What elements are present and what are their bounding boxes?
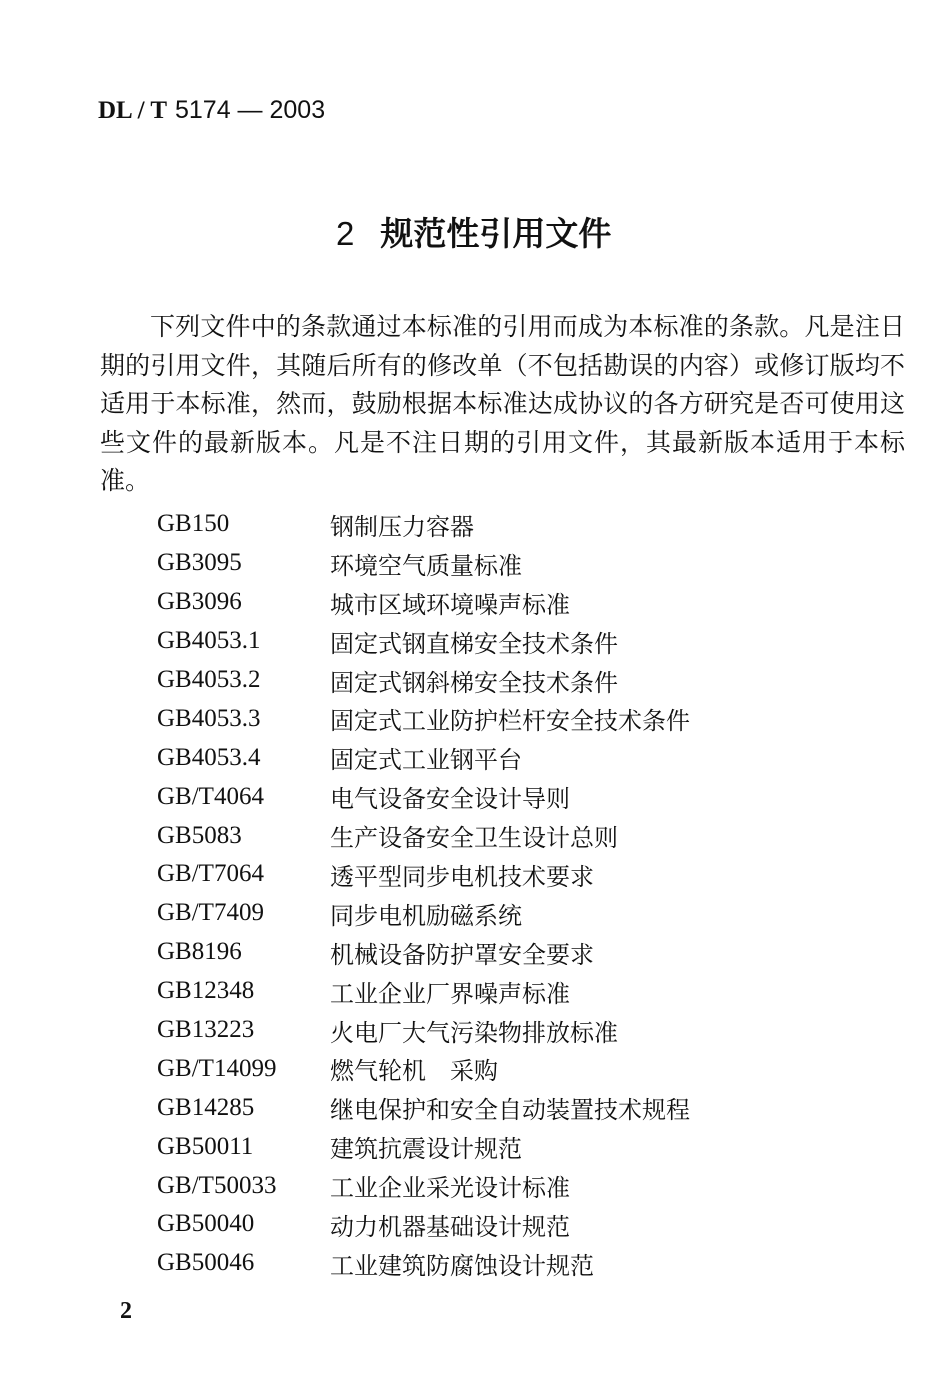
reference-item xyxy=(157,738,857,777)
reference-code: GB4053.3 xyxy=(157,704,261,732)
reference-item xyxy=(157,1127,857,1166)
reference-code: GB50040 xyxy=(157,1210,255,1238)
reference-code: GB3096 xyxy=(157,588,242,616)
reference-title: 固定式工业防护栏杆安全技术条件 xyxy=(330,707,690,736)
reference-item xyxy=(157,855,857,894)
reference-item xyxy=(157,1011,857,1050)
reference-title: 燃气轮机 采购 xyxy=(330,1057,498,1086)
reference-item xyxy=(157,622,857,661)
reference-code: GB/T4064 xyxy=(157,782,264,810)
reference-title: 固定式钢直梯安全技术条件 xyxy=(330,629,618,658)
reference-code: GB4053.2 xyxy=(157,666,261,693)
reference-title: 工业建筑防腐蚀设计规范 xyxy=(330,1251,594,1280)
reference-item xyxy=(157,894,857,933)
reference-code: GB12348 xyxy=(157,977,255,1005)
reference-code: GB/T7409 xyxy=(157,899,264,927)
reference-code: GB4053.1 xyxy=(157,627,261,655)
reference-title: 固定式工业钢平台 xyxy=(330,746,522,775)
reference-title: 工业企业采光设计标准 xyxy=(330,1174,570,1203)
reference-code: GB14285 xyxy=(157,1093,255,1121)
reference-code: GB3095 xyxy=(157,549,242,577)
page-number: 2 xyxy=(120,1298,132,1324)
intro-paragraph: 下列文件中的条款通过本标准的引用而成为本标准的条款。凡是注日期的引用文件，其随后所有的修改单（不包括勘误的内容）或修订版均不适用于本标准，然而，鼓励根据本标准达成协议的各方研究是否可使用这些文件的最新版本。凡是不注日期的引用文件，其最新版本适用于本标准。 xyxy=(100,312,905,495)
reference-title: 电气设备安全设计导则 xyxy=(330,785,570,814)
standard-code-prefix: DL / T xyxy=(98,97,168,124)
chapter-number: 2 xyxy=(336,215,355,252)
reference-code: GB150 xyxy=(157,510,230,538)
reference-code: GB/T7064 xyxy=(157,860,264,888)
reference-item xyxy=(157,505,857,544)
reference-item xyxy=(157,1049,857,1088)
reference-item xyxy=(157,1244,857,1283)
reference-title: 机械设备防护罩安全要求 xyxy=(330,940,594,969)
reference-item xyxy=(157,544,857,583)
document-header xyxy=(98,92,325,129)
reference-item xyxy=(157,661,857,700)
reference-item xyxy=(157,1166,857,1205)
reference-title: 环境空气质量标准 xyxy=(330,551,522,580)
reference-code: GB/T14099 xyxy=(157,1054,277,1082)
reference-title: 透平型同步电机技术要求 xyxy=(330,862,594,891)
reference-code: GB13223 xyxy=(157,1016,255,1044)
chapter-title: 规范性引用文件 xyxy=(380,214,612,253)
reference-title: 建筑抗震设计规范 xyxy=(330,1135,522,1164)
reference-item xyxy=(157,1205,857,1244)
reference-list xyxy=(157,505,857,1283)
reference-item xyxy=(157,777,857,816)
reference-code: GB50011 xyxy=(157,1132,254,1160)
reference-title: 城市区域环境噪声标准 xyxy=(330,590,570,619)
reference-title: 钢制压力容器 xyxy=(330,512,474,541)
reference-item xyxy=(157,1088,857,1127)
reference-item xyxy=(157,816,857,855)
reference-code: GB4053.4 xyxy=(157,743,261,771)
reference-item xyxy=(157,699,857,738)
reference-code: GB/T50033 xyxy=(157,1171,277,1199)
reference-item xyxy=(157,933,857,972)
reference-code: GB50046 xyxy=(157,1249,255,1277)
reference-title: 生产设备安全卫生设计总则 xyxy=(330,824,618,853)
chapter-heading xyxy=(336,210,611,258)
reference-title: 固定式钢斜梯安全技术条件 xyxy=(330,668,618,697)
reference-title: 同步电机励磁系统 xyxy=(330,901,522,930)
standard-code-number: 5174 — 2003 xyxy=(174,96,326,124)
reference-code: GB5083 xyxy=(157,821,242,849)
reference-item xyxy=(157,583,857,622)
reference-title: 火电厂大气污染物排放标准 xyxy=(330,1018,618,1047)
reference-item xyxy=(157,972,857,1011)
reference-title: 动力机器基础设计规范 xyxy=(330,1212,570,1241)
reference-title: 工业企业厂界噪声标准 xyxy=(330,979,570,1008)
reference-title: 继电保护和安全自动装置技术规程 xyxy=(330,1096,690,1125)
reference-code: GB8196 xyxy=(157,938,242,966)
